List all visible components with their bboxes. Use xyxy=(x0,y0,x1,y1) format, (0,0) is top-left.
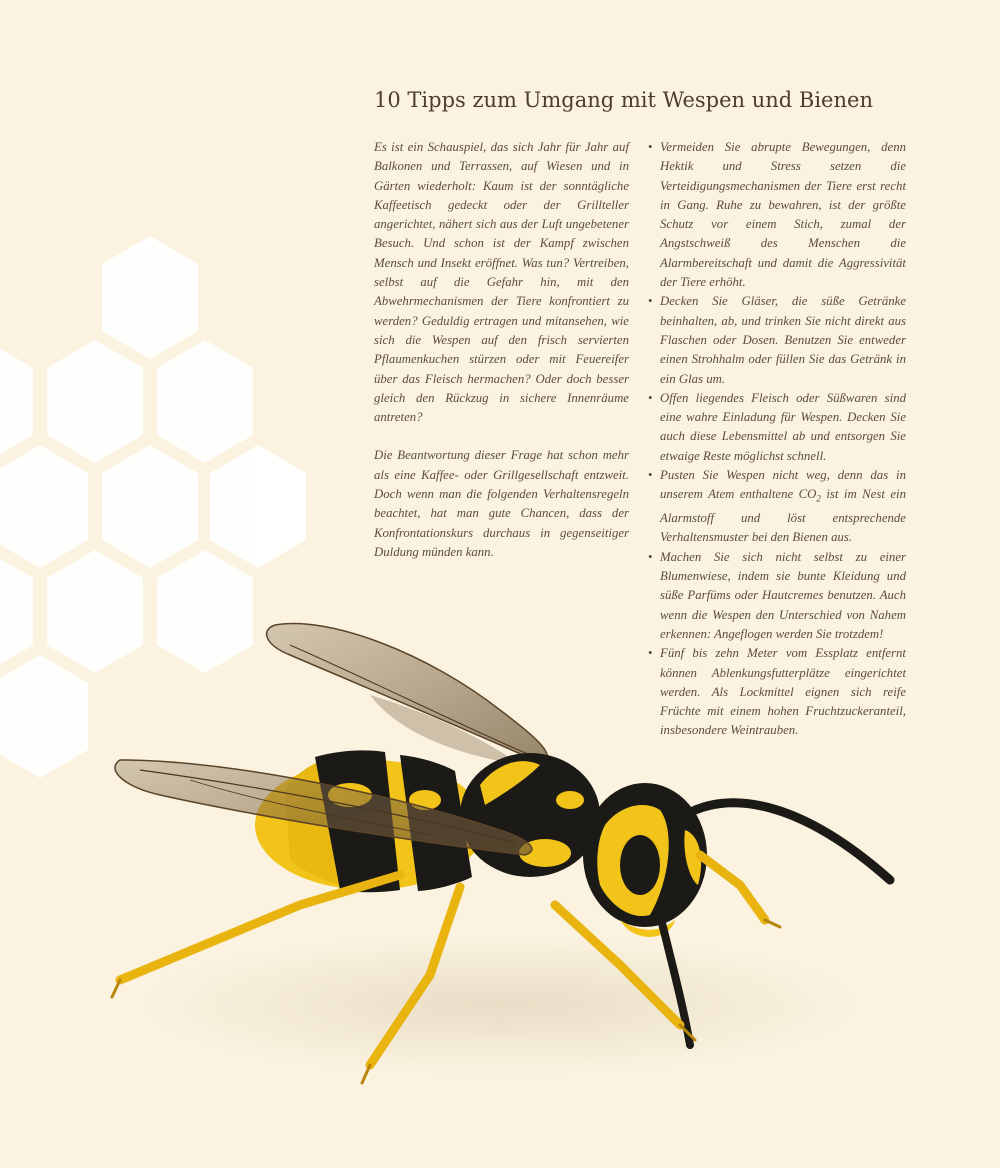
page-title: 10 Tipps zum Umgang mit Wespen und Bienen xyxy=(374,88,873,112)
bullet-icon: • xyxy=(648,549,653,564)
bullet-icon: • xyxy=(648,468,653,483)
bullet-icon: • xyxy=(648,390,653,405)
bullet-icon: • xyxy=(648,646,653,661)
list-item xyxy=(648,292,906,388)
tip-text-after: ist im Nest ein Alarmstoff und löst entsprechende Verhaltensmuster bei den Bienen aus. xyxy=(660,487,906,545)
tip-text-subscript: 2 xyxy=(816,493,821,504)
list-item xyxy=(648,466,906,548)
tip-text: Fünf bis zehn Meter vom Essplatz entfernt können Ablenkungsfutterplätze eingerichtet werden. Als Lockmittel eignen sich reife Früchte mit einem hohen Fruchtzuckeranteil, insbesondere Weintrauben. xyxy=(660,646,906,738)
bullet-icon: • xyxy=(648,294,653,309)
list-item xyxy=(648,389,906,466)
tip-text: Vermeiden Sie abrupte Bewegungen, denn Hektik und Stress setzen die Verteidigungsmechanismen der Tiere erst recht in Gang. Ruhe zu bewahren, ist der größte Schutz vor einem Stich, zumal der Angstschweiß des Menschen die Alarmbereitschaft und damit die Aggressivität der Tiere erhöht. xyxy=(660,140,906,290)
tip-text: Machen Sie sich nicht selbst zu einer Blumenwiese, indem sie bunte Kleidung und süße Parfüms oder Hautcremes benutzen. Auch wenn die Wespen den Unterschied von Nahem erkennen: Angeflogen werden Sie trotzdem! xyxy=(660,549,906,641)
intro-column xyxy=(374,138,629,581)
intro-paragraph-1: Es ist ein Schauspiel, das sich Jahr für Jahr auf Balkonen und Terrassen, auf Wiesen und in Gärten wiederholt: Kaum ist der sonntägliche Kaffeetisch gedeckt oder der Grillteller angerichtet, nähert sich aus der Luft ungebetener Besuch. Und schon ist der Kampf zwischen Mensch und Insekt eröffnet. Was tun? Vertreiben, selbst auf die Gefahr hin, mit den Abwehrmechanismen der Tiere konfrontiert zu werden? Geduldig ertragen und mitansehen, wie sich die Wespen auf den frisch servierten Pflaumenkuchen stürzen oder mit Feuereifer über das Fleisch hermachen? Oder doch besser gleich den Rückzug in sichere Innenräume antreten? xyxy=(374,140,629,425)
intro-paragraph-2: Die Beantwortung dieser Frage hat schon mehr als eine Kaffee- oder Grillgesellschaft entzweit. Doch wenn man die folgenden Verhaltensregeln beachtet, hat man gute Chancen, dass der Konfrontationskurs durchaus in gegenseitiger Duldung münden kann. xyxy=(374,448,629,559)
list-item xyxy=(648,138,906,292)
tip-text: Offen liegendes Fleisch oder Süßwaren sind eine wahre Einladung für Wespen. Decken Sie auch diese Lebensmittel ab und entsorgen Sie etwaige Reste möglichst schnell. xyxy=(660,390,906,463)
wasp-illustration-icon xyxy=(100,615,910,1095)
tip-text-before: Pusten Sie Wespen nicht weg, denn das in unserem Atem enthaltene CO xyxy=(660,468,906,502)
bullet-icon: • xyxy=(648,140,653,154)
tip-text: Decken Sie Gläser, die süße Getränke beinhalten, ab, und trinken Sie nicht direkt aus Flaschen oder Dosen. Benutzen Sie entweder einen Strohhalm oder füllen Sie das Getränk in ein Glas um. xyxy=(660,294,906,386)
